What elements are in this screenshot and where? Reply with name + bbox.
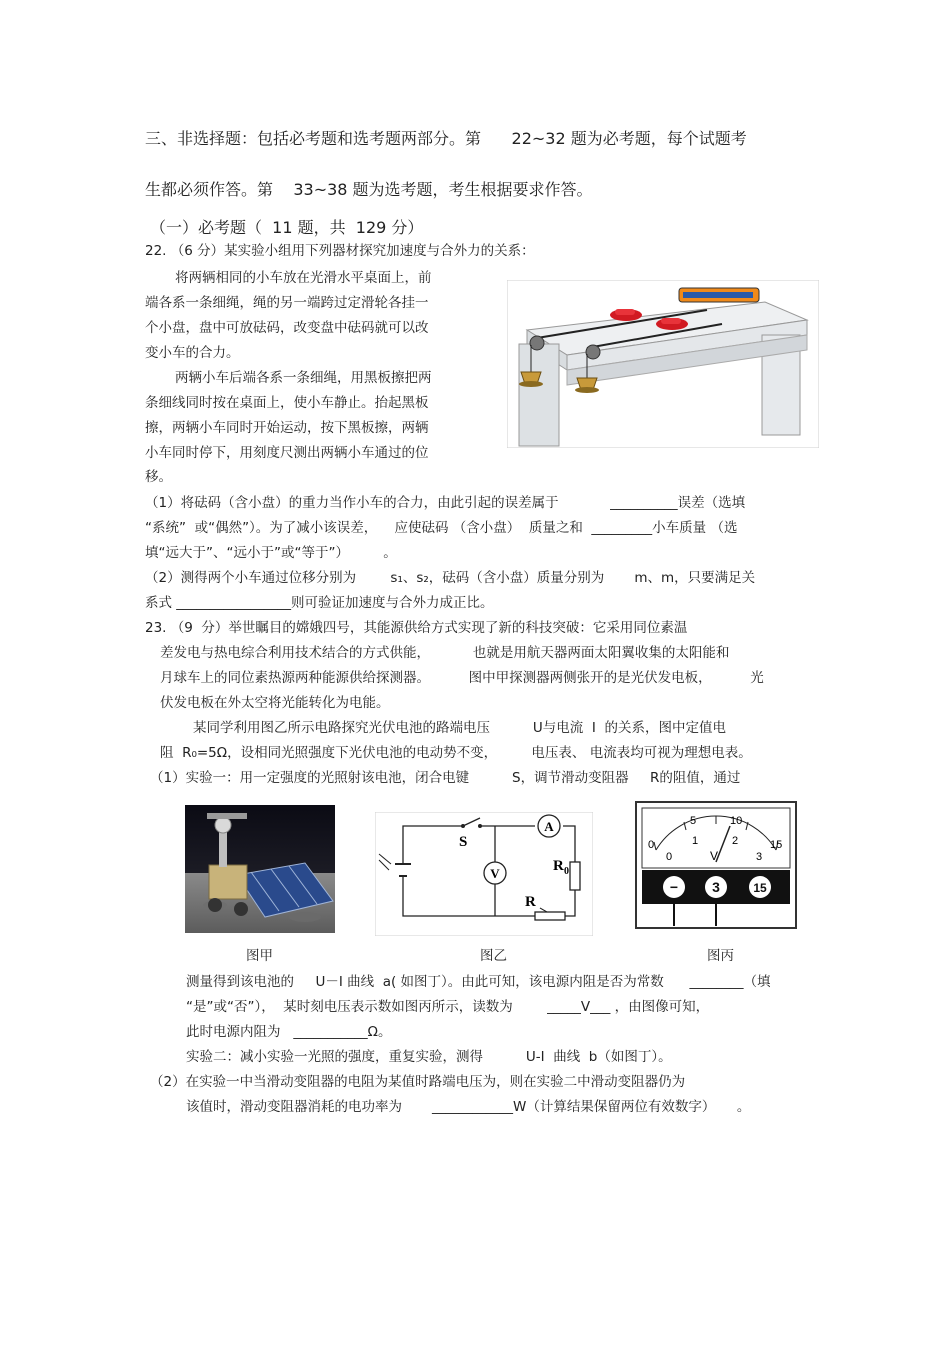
r-label: R bbox=[525, 894, 536, 910]
red-cart-icon bbox=[610, 309, 642, 321]
q23-after-line: 实验二：减小实验一光照的强度，重复实验，测得 U-I 曲线 b（如图丁）。 bbox=[186, 1049, 672, 1065]
dial-unit: V bbox=[710, 849, 719, 863]
svg-text:3: 3 bbox=[712, 879, 720, 895]
q23-after-line: （2）在实验一中当滑动变阻器的电阻为某值时路端电压为，则在实验二中滑动变阻器仍为 bbox=[150, 1074, 686, 1090]
dial-tick-label: 10 bbox=[730, 815, 743, 827]
caption-bing: 图丙 bbox=[707, 948, 734, 964]
voltmeter-dial-figure bbox=[634, 800, 798, 930]
q23-line: 月球车上的同位素热源两种能源供给探测器。 图中甲探测器两侧张开的是光伏发电板， 光 bbox=[160, 670, 764, 686]
dial-tick-label: 5 bbox=[690, 815, 697, 827]
red-cart-icon bbox=[656, 318, 688, 330]
q23-after-line: 测量得到该电池的 U－I 曲线 a( 如图丁）。由此可知，该电源内阻是否为常数 ________（填 bbox=[186, 974, 771, 990]
q23-after-line: 该值时，滑动变阻器消耗的电功率为 ____________W（计算结果保留两位有效数字） 。 bbox=[186, 1099, 751, 1115]
r0-label: R bbox=[553, 858, 564, 874]
q22-para2-line: 擦，两辆小车同时开始运动，按下黑板擦，两辆 bbox=[145, 420, 429, 436]
caption-jia: 图甲 bbox=[246, 948, 273, 964]
q22-sub1-line: “系统” 或“偶然”）。为了减小该误差， 应使砝码 （含小盘） 质量之和 _________小车质量 （选 bbox=[145, 520, 738, 536]
r0-subscript: 0 bbox=[564, 866, 569, 877]
voltmeter-label: V bbox=[490, 866, 500, 881]
table-carts-figure bbox=[507, 280, 819, 448]
dial-tick-label: 0 bbox=[648, 839, 655, 851]
q22-para1-line: 端各系一条细绳，绳的另一端跨过定滑轮各挂一 bbox=[145, 295, 429, 311]
circuit-diagram bbox=[375, 812, 593, 936]
q23-line: （1）实验一：用一定强度的光照射该电池，闭合电键 S，调节滑动变阻器 R的阻值，通过 bbox=[150, 770, 741, 786]
q22-para1-line: 将两辆相同的小车放在光滑水平桌面上，前 bbox=[175, 270, 432, 286]
terminal-3-icon bbox=[705, 876, 727, 898]
q23-after-line: 此时电源内阻为 ___________Ω。 bbox=[186, 1024, 392, 1040]
dial-tick-label: 15 bbox=[770, 839, 783, 851]
q23-line: 某同学利用图乙所示电路探究光伏电池的路端电压 U与电流 I 的关系，图中定值电 bbox=[193, 720, 726, 736]
q22-sub1-line: （1）将砝码（含小盘）的重力当作小车的合力，由此引起的误差属于 __________误差（选填 bbox=[145, 495, 746, 511]
q22-para2-line: 移。 bbox=[145, 469, 172, 485]
dial-tick-label: 1 bbox=[692, 835, 699, 847]
q22-stem: 22. （6 分）某实验小组用下列器材探究加速度与合外力的关系： bbox=[145, 243, 535, 259]
dial-tick-label: 2 bbox=[732, 835, 739, 847]
q23-line: 23. （9 分）举世瞩目的嫦娥四号，其能源供给方式实现了新的科技突破：它采用同位素温 bbox=[145, 620, 688, 636]
svg-text:15: 15 bbox=[753, 881, 767, 895]
section-subheader: （一）必考题（ 11 题，共 129 分） bbox=[150, 218, 424, 237]
q23-after-line: “是”或“否”）， 某时刻电压表示数如图丙所示，读数为 _____V___ ，由图像可知， bbox=[186, 999, 710, 1015]
ammeter-label: A bbox=[544, 819, 554, 834]
q22-sub1-line: 填“远大于”、“远小于”或“等于”） 。 bbox=[145, 545, 397, 561]
rheostat-icon bbox=[535, 912, 565, 920]
terminal-15-icon bbox=[749, 876, 771, 898]
q22-para1-line: 个小盘，盘中可放砝码，改变盘中砝码就可以改 bbox=[145, 320, 429, 336]
terminal-minus-icon bbox=[663, 876, 685, 898]
q22-para1-line: 变小车的合力。 bbox=[145, 345, 240, 361]
q22-sub2-line: （2）测得两个小车通过位移分别为 s₁、s₂，砝码（含小盘）质量分别为 m、m，只要满足关 bbox=[145, 570, 756, 586]
dial-tick-label: 3 bbox=[756, 851, 763, 863]
q23-line: 阻 R₀=5Ω，设相同光照强度下光伏电池的电动势不变， 电压表、 电流表均可视为理想电表。 bbox=[160, 745, 752, 761]
ammeter-icon bbox=[538, 815, 560, 837]
q22-sub2-line: 系式 _________________则可验证加速度与合外力成正比。 bbox=[145, 595, 494, 611]
section-header-line2: 生都必须作答。第 33~38 题为选考题，考生根据要求作答。 bbox=[145, 180, 593, 199]
q23-line: 伏发电板在外太空将光能转化为电能。 bbox=[160, 695, 390, 711]
q22-para2-line: 两辆小车后端各系一条细绳，用黑板擦把两 bbox=[175, 370, 432, 386]
switch-label: S bbox=[459, 834, 468, 850]
q22-para2-line: 小车同时停下，用刻度尺测出两辆小车通过的位 bbox=[145, 445, 429, 461]
dial-tick-label: 0 bbox=[666, 851, 673, 863]
q23-line: 差发电与热电综合利用技术结合的方式供能， 也就是用航天器两面太阳翼收集的太阳能和 bbox=[160, 645, 730, 661]
voltmeter-icon bbox=[484, 862, 506, 884]
resistor-r0-icon bbox=[570, 862, 580, 890]
caption-yi: 图乙 bbox=[480, 948, 507, 964]
section-header-line1: 三、非选择题：包括必考题和选考题两部分。第 22~32 题为必考题，每个试题考 bbox=[145, 129, 747, 148]
lunar-rover-image bbox=[185, 805, 335, 933]
q22-para2-line: 条细线同时按在桌面上，使小车静止。抬起黑板 bbox=[145, 395, 429, 411]
svg-text:−: − bbox=[669, 879, 679, 895]
